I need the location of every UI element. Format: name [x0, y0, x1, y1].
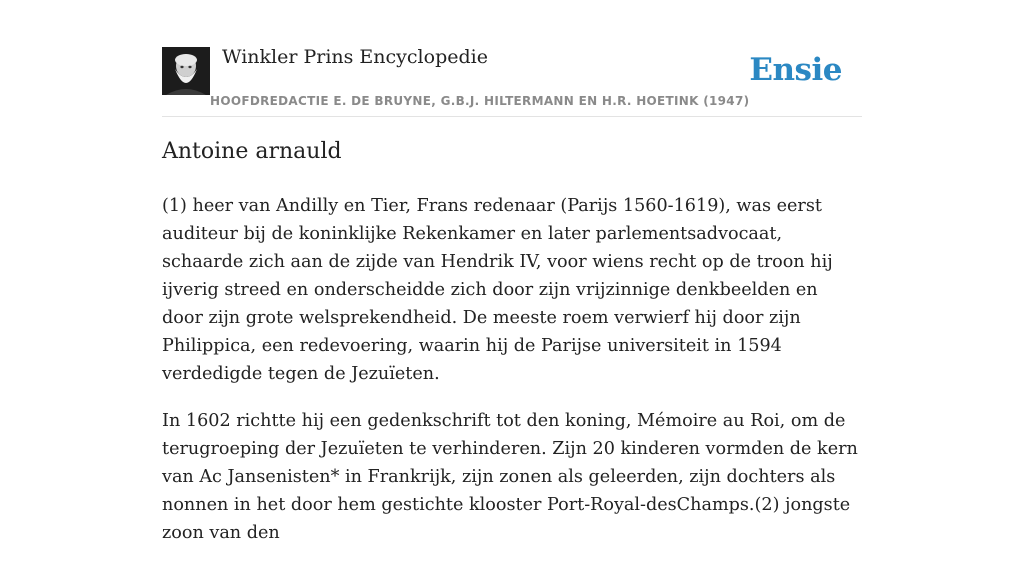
- article-title: Antoine arnauld: [162, 139, 342, 164]
- publication-title-link[interactable]: Winkler Prins Encyclopedie: [222, 46, 488, 68]
- article-paragraph-2: In 1602 richtte hij een gedenkschrift tot den koning, Mémoire au Roi, om de terugroeping der Jezuïeten te verhinderen. Zijn 20 kinderen vormden de kern van Ac Jansenisten* in Frankrijk, zijn zonen als geleerden, zijn dochters als nonnen in het door hem gestichte klooster Port-Royal-desChamps.(2) jongste zoon van den: [162, 411, 858, 543]
- site-header: [162, 44, 862, 117]
- article-paragraph-1: (1) heer van Andilly en Tier, Frans redenaar (Parijs 1560-1619), was eerst auditeur bij de koninklijke Rekenkamer en later parlementsadvocaat, schaarde zich aan de zijde van Hendrik IV, voor wiens recht op de troon hij ijverig streed en onderscheidde zich door zijn vrijzinnige denkbeelden en door zijn grote welsprekendheid. De meeste roem verwierf hij door zijn Philippica, een redevoering, waarin hij de Parijse universiteit in 1594 verdedigde tegen de Jezuïeten.: [162, 196, 833, 384]
- ensie-logo-link[interactable]: Ensie: [749, 52, 842, 88]
- article-body: [162, 192, 862, 566]
- editors-subtitle: HOOFDREDACTIE E. DE BRUYNE, G.B.J. HILTERMANN EN H.R. HOETINK (1947): [210, 94, 750, 108]
- portrait-avatar-icon[interactable]: [162, 47, 210, 95]
